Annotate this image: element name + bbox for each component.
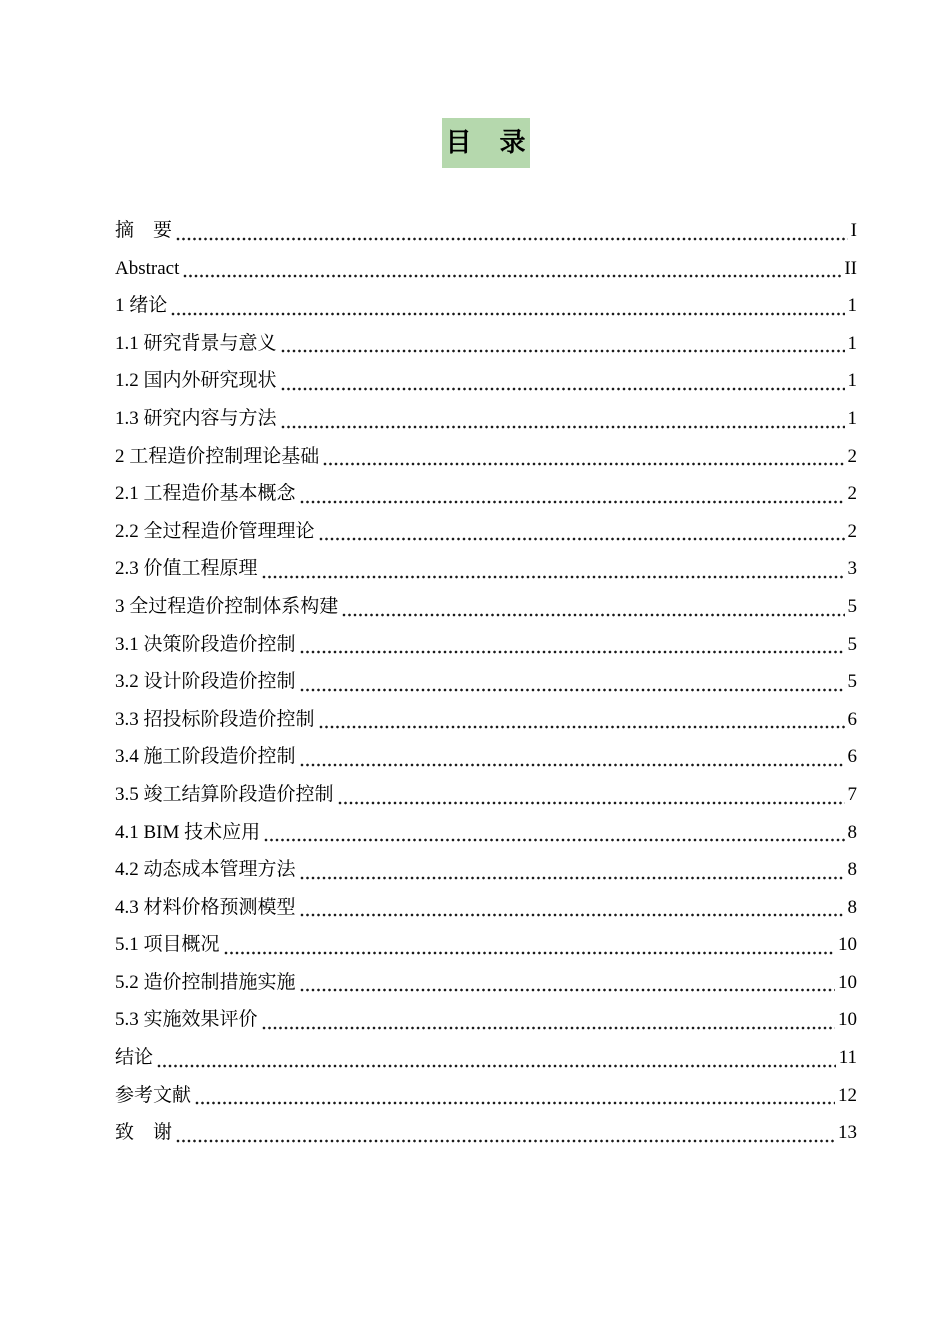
toc-entry[interactable] [115, 964, 857, 1002]
toc-entry[interactable] [115, 513, 857, 551]
toc-entry-page-number: 2 [847, 445, 857, 467]
toc-entry-label: 2.2 全过程造价管理理论 [115, 520, 315, 542]
toc-entry-page-number: 10 [838, 1009, 857, 1031]
toc-entry-label: 5.1 项目概况 [115, 934, 220, 956]
toc-entry[interactable] [115, 701, 857, 739]
toc-entry-label: 2 工程造价控制理论基础 [115, 445, 320, 467]
toc-entry[interactable] [115, 550, 857, 588]
toc-entry[interactable] [115, 250, 857, 288]
toc-entry-page-number: 2 [847, 520, 857, 542]
toc-entry-label: 4.2 动态成本管理方法 [115, 859, 296, 881]
toc-entry[interactable] [115, 626, 857, 664]
dot-leader [281, 349, 845, 353]
toc-entry[interactable] [115, 362, 857, 400]
toc-entry[interactable] [115, 400, 857, 438]
dot-leader [342, 613, 844, 617]
toc-entry-label: 3.4 施工阶段造价控制 [115, 746, 296, 768]
toc-entry[interactable] [115, 889, 857, 927]
dot-leader [300, 650, 845, 654]
toc-entry-page-number: 6 [847, 708, 857, 730]
toc-entry-label: 1.2 国内外研究现状 [115, 370, 277, 392]
toc-entry-page-number: 10 [838, 971, 857, 993]
toc-entry-label: 致 谢 [115, 1122, 173, 1144]
toc-entry-label: 1.3 研究内容与方法 [115, 407, 277, 429]
toc-entry-label: 3.2 设计阶段造价控制 [115, 671, 296, 693]
dot-leader [319, 537, 845, 541]
dot-leader [183, 274, 841, 278]
toc-entry-page-number: 7 [847, 783, 857, 805]
dot-leader [281, 387, 845, 391]
toc-entry-label: Abstract [115, 257, 180, 279]
dot-leader [264, 838, 844, 842]
toc-entry[interactable] [115, 475, 857, 513]
title-row [115, 118, 857, 168]
toc-entry-page-number: 8 [847, 821, 857, 843]
toc-entry-page-number: 6 [847, 746, 857, 768]
dot-leader [195, 1101, 835, 1105]
toc-entry[interactable] [115, 287, 857, 325]
toc-entry-page-number: 1 [847, 370, 857, 392]
dot-leader [300, 763, 845, 767]
toc-entry-page-number: 1 [847, 332, 857, 354]
toc-entry-label: 1 绪论 [115, 295, 168, 317]
toc-entry-label: 4.3 材料价格预测模型 [115, 896, 296, 918]
toc-entry-page-number: II [844, 257, 857, 279]
toc-entry[interactable] [115, 926, 857, 964]
toc-entry[interactable] [115, 1077, 857, 1115]
toc-entry-label: 4.1 BIM 技术应用 [115, 821, 261, 843]
toc-entry[interactable] [115, 438, 857, 476]
toc-entry-page-number: 5 [847, 671, 857, 693]
toc-entry[interactable] [115, 212, 857, 250]
toc-entry[interactable] [115, 325, 857, 363]
toc-entry[interactable] [115, 588, 857, 626]
dot-leader [338, 801, 845, 805]
toc-entry-label: 3.5 竣工结算阶段造价控制 [115, 783, 334, 805]
dot-leader [281, 425, 845, 429]
dot-leader [262, 575, 845, 579]
toc-entry-label: 5.3 实施效果评价 [115, 1009, 258, 1031]
dot-leader [300, 876, 845, 880]
toc-entry-page-number: 1 [847, 407, 857, 429]
toc-entry-page-number: 2 [847, 483, 857, 505]
dot-leader [319, 725, 845, 729]
toc-entry-page-number: 11 [838, 1047, 857, 1069]
toc-entry-page-number: I [850, 220, 857, 241]
toc-entry-label: 摘 要 [115, 220, 173, 241]
toc-entry-page-number: 13 [838, 1122, 857, 1144]
toc-entry-label: 1.1 研究背景与意义 [115, 332, 277, 354]
toc-entry-label: 2.3 价值工程原理 [115, 558, 258, 580]
toc-entry[interactable] [115, 738, 857, 776]
toc-entry[interactable] [115, 1001, 857, 1039]
dot-leader [300, 988, 835, 992]
toc-entry-label: 3.3 招投标阶段造价控制 [115, 708, 315, 730]
toc-entry[interactable] [115, 851, 857, 889]
toc-entry-label: 5.2 造价控制措施实施 [115, 971, 296, 993]
toc-entry-label: 3.1 决策阶段造价控制 [115, 633, 296, 655]
dot-leader [300, 913, 845, 917]
toc-entry[interactable] [115, 663, 857, 701]
dot-leader [176, 1139, 835, 1143]
toc-entry[interactable] [115, 776, 857, 814]
toc-entry-page-number: 12 [838, 1084, 857, 1106]
toc-entry-page-number: 3 [847, 558, 857, 580]
dot-leader [157, 1064, 836, 1068]
toc-entry[interactable] [115, 814, 857, 852]
toc-entry-label: 3 全过程造价控制体系构建 [115, 595, 339, 617]
toc-entry-label: 参考文献 [115, 1084, 192, 1106]
toc-entry-page-number: 5 [847, 595, 857, 617]
dot-leader [323, 462, 844, 466]
dot-leader [300, 500, 845, 504]
dot-leader [171, 312, 844, 316]
toc-entry[interactable] [115, 1114, 857, 1152]
toc-list [115, 212, 857, 1152]
toc-entry-label: 结论 [115, 1047, 154, 1069]
page-title: 目 录 [442, 118, 529, 168]
toc-entry-page-number: 8 [847, 859, 857, 881]
toc-entry-page-number: 5 [847, 633, 857, 655]
toc-entry-label: 2.1 工程造价基本概念 [115, 483, 296, 505]
toc-entry-page-number: 1 [847, 295, 857, 317]
toc-entry[interactable] [115, 1039, 857, 1077]
dot-leader [176, 237, 848, 241]
toc-entry-page-number: 8 [847, 896, 857, 918]
dot-leader [300, 688, 845, 692]
toc-entry-page-number: 10 [838, 934, 857, 956]
dot-leader [224, 951, 835, 955]
dot-leader [262, 1026, 835, 1030]
